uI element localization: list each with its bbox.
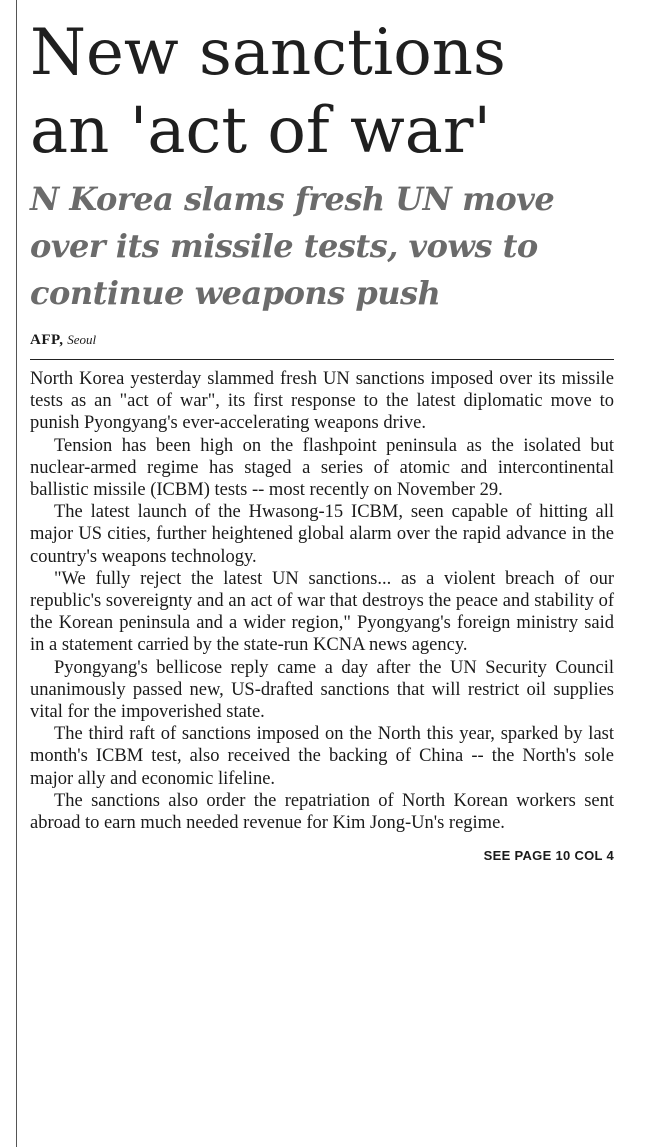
byline-agency: AFP, [30, 332, 64, 348]
article-body [30, 368, 614, 834]
paragraph: "We fully reject the latest UN sanctions... as a violent breach of our republic's sovereignty and an act of war that destroys the peace and stability of the Korean peninsula and a wider region," Pyongyang's foreign ministry said in a statement carried by the state-run KCNA news agency. [30, 568, 614, 656]
paragraph: Tension has been high on the flashpoint peninsula as the isolated but nuclear-armed regime has staged a series of atomic and intercontinental ballistic missile (ICBM) tests -- most recently on November 29. [30, 435, 614, 501]
headline-line-1: New sanctions [30, 16, 506, 90]
headline [30, 0, 614, 170]
column-rule [16, 0, 17, 1147]
paragraph: The latest launch of the Hwasong-15 ICBM, seen capable of hitting all major US cities, further heightened global alarm over the rapid advance in the country's weapons technology. [30, 502, 614, 567]
article [30, 0, 614, 863]
deck-subheadline: N Korea slams fresh UN move over its missile tests, vows to continue weapons push [30, 180, 555, 312]
paragraph: Pyongyang's bellicose reply came a day after the UN Security Council unanimously passed new, US-drafted sanctions that will restrict oil supplies vital for the impoverished state. [30, 657, 614, 723]
paragraph: North Korea yesterday slammed fresh UN sanctions imposed over its missile tests as an "act of war", its first response to the latest diplomatic move to punish Pyongyang's ever-accelerating weapons drive. [30, 369, 614, 434]
paragraph: The third raft of sanctions imposed on the North this year, sparked by last month's ICBM test, also received the backing of China -- the North's sole major ally and economic lifeline. [30, 724, 614, 789]
headline-line-2: an 'act of war' [30, 94, 492, 168]
continuation-link[interactable]: SEE PAGE 10 COL 4 [483, 848, 614, 864]
paragraph: The sanctions also order the repatriation of North Korean workers sent abroad to earn much needed revenue for Kim Jong-Un's regime. [30, 790, 614, 834]
byline [30, 331, 614, 360]
byline-location: Seoul [67, 332, 97, 347]
